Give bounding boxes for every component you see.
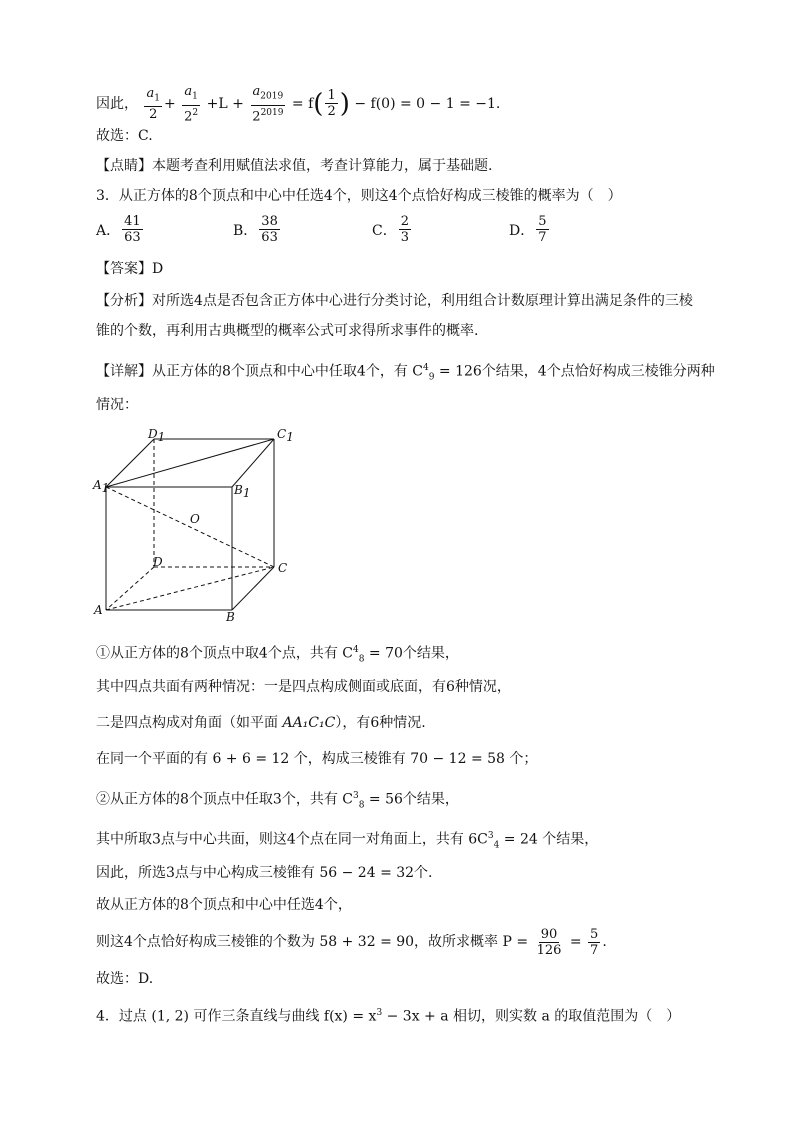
analysis-line-1: 【分析】对所选4点是否包含正方体中心进行分类讨论，利用组合计数原理计算出满足条件的三棱 [96,293,693,309]
text-ellipsis: +L + [206,95,244,112]
detail-line-2: 情况： [96,397,138,413]
fraction-a1-over-2: $\frac{a_1}{2}$ [146,85,160,123]
label-a: A [94,603,103,617]
case2-line-3: 因此，所选3点与中心构成三棱锥有 56 − 24 = 32个. [96,865,433,881]
conclusion-line-1: 故从正方体的8个顶点和中心中任选4个， [96,897,352,913]
label-a1: A1 [93,478,110,495]
comment-line [96,156,492,176]
question-4: 4．过点 (1, 2) 可作三条直线与曲线 $f(x) = x^3 - 3x + a$ 相切，则实数 a 的取值范围为（ ） [96,1008,681,1025]
text-result: − f(0) = 0 − 1 = −1. [354,95,501,112]
line-choose-d: 故选：D. [96,971,154,987]
label-b: B [226,610,235,624]
case1-line-2: 其中四点共面有两种情况：一是四点构成侧面或底面，有6种情况， [96,679,511,695]
label-c1: C1 [277,427,294,444]
fraction-half: $\frac{1}{2}$ [327,88,336,120]
formula-line: 因此， $\frac{a_1}{2}$ + $\frac{a_1}{2^2}$ +L + $\frac{a_{2019}}{2^{2019}}$ = f( $\frac{1}{2}$ ) − f(0) = 0 − 1 = −1. [96,84,501,124]
analysis-line-2: 锥的个数，再利用古典概型的概率公式可求得所求事件的概率. [96,323,479,339]
case1-line-3: 二是四点构成对角面（如平面 AA₁C₁C），有6种情况. [96,715,426,731]
tag-answer: 【答案】 [96,261,152,277]
label-d1: D1 [148,427,166,444]
line-choose-c: 故选：C. [96,128,153,144]
case2-line-2: 其中所取3点与中心共面，则这4个点在同一对角面上，共有 $6C^3_4 = 24$ 个结果， [96,831,599,851]
case2-line-1: ②从正方体的8个顶点中任取3个，共有 $C^3_8 = 56$个结果， [96,791,459,811]
fraction-5-7: $\frac{5}{7}$ [590,926,599,958]
tag-analysis: 【分析】 [96,293,152,309]
case1-line-4: 在同一个平面的有 6 + 6 = 12 个，构成三棱锥有 70 − 12 = 58 个； [96,751,538,767]
question-3: 3．从正方体的8个顶点和中心中任选4个，则这4个点恰好构成三棱锥的概率为（ ） [96,188,622,204]
cube-figure [92,425,292,625]
option-a: A． $\frac{41}{63}$ [96,214,141,245]
fraction-a1-over-2sq: $\frac{a_1}{2^2}$ [184,84,199,124]
comment-text: 本题考查利用赋值法求值，考查计算能力，属于基础题. [152,158,493,174]
tag-detail: 【详解】 [96,363,152,380]
text-therefore: 因此， [96,95,138,112]
option-b: B． $\frac{38}{63}$ [233,214,278,245]
case1-line-1: ①从正方体的8个顶点中取4个点，共有 $C^4_8 = 70$个结果， [96,645,459,665]
label-c: C [278,561,288,575]
answer-value: D [152,261,164,277]
label-d: D [153,555,163,569]
text-eq-f: = f [291,95,314,112]
label-o: O [190,512,200,526]
answer-line [96,259,163,279]
conclusion-line-2: 则这4个点恰好构成三棱锥的个数为 58 + 32 = 90，故所求概率 P = $\frac{90}{126}$ = $\frac{5}{7}$ . [96,926,607,958]
detail-line-1: 【详解】从正方体的8个顶点和中心中任取4个，有 $C^4_9 = 126$个结果，4个点恰好构成三棱锥分两种 [96,363,715,383]
option-d: D． $\frac{5}{7}$ [509,214,547,245]
tag-comment: 【点睛】 [96,158,152,174]
fraction-90-126: $\frac{90}{126}$ [536,926,562,958]
label-b1: B1 [234,483,251,500]
fraction-a2019: $\frac{a_{2019}}{2^{2019}}$ [252,84,284,124]
option-c: C． $\frac{2}{3}$ [372,214,409,245]
